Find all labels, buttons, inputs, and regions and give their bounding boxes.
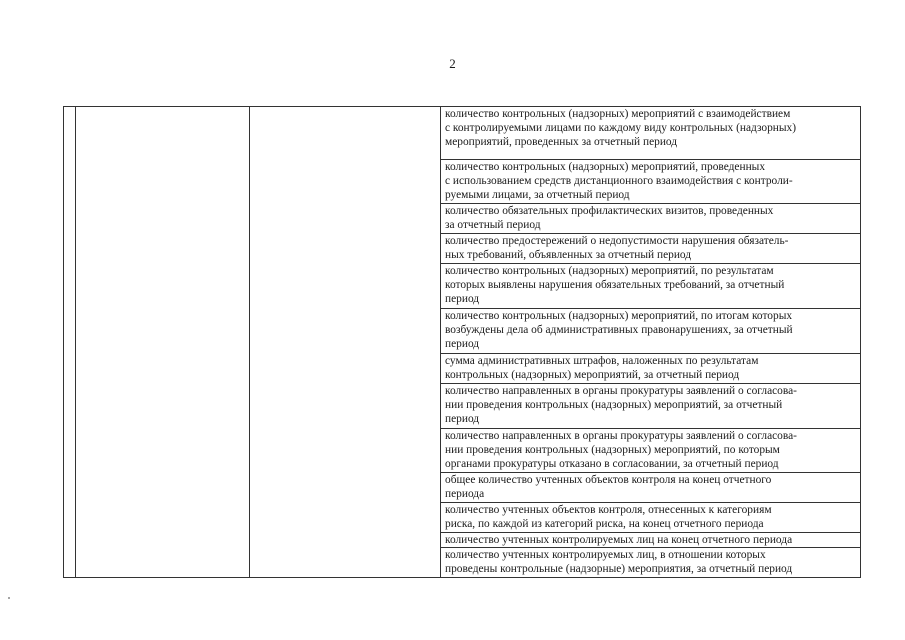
indicator-cell: сумма административных штрафов, наложенных по результатам контрольных (надзорных) мероприятий, за отчетный период: [441, 354, 861, 384]
scan-speck: [8, 597, 10, 599]
table-row: [64, 107, 861, 160]
indicator-cell: количество контрольных (надзорных) мероприятий, проведенных с использованием средств дистанционного взаимодействия с контроли- руемыми лицами, за отчетный период: [441, 160, 861, 204]
indicator-cell: количество контрольных (надзорных) мероприятий, по результатам которых выявлены нарушения обязательных требований, за отчетный период: [441, 264, 861, 309]
description-cell: [250, 107, 441, 578]
indicator-cell: количество обязательных профилактических визитов, проведенных за отчетный период: [441, 204, 861, 234]
indicator-cell: количество учтенных контролируемых лиц на конец отчетного периода: [441, 533, 861, 548]
page-number: 2: [449, 56, 456, 71]
indicator-cell: количество учтенных контролируемых лиц, в отношении которых проведены контрольные (надзорные) мероприятия, за отчетный период: [441, 548, 861, 577]
row-number-cell: [64, 107, 76, 578]
indicator-cell: количество направленных в органы прокуратуры заявлений о согласова- нии проведения контрольных (надзорных) мероприятий, за отчетный период: [441, 384, 861, 429]
indicator-cell: количество контрольных (надзорных) мероприятий с взаимодействием с контролируемыми лицами по каждому виду контрольных (надзорных) мероприятий, проведенных за отчетный период: [441, 107, 861, 160]
indicator-cell: количество учтенных объектов контроля, отнесенных к категориям риска, по каждой из категорий риска, на конец отчетного периода: [441, 503, 861, 533]
indicator-cell: общее количество учтенных объектов контроля на конец отчетного периода: [441, 473, 861, 503]
indicators-table: [63, 106, 861, 578]
indicator-cell: количество предостережений о недопустимости нарушения обязатель- ных требований, объявленных за отчетный период: [441, 234, 861, 264]
indicator-cell: количество направленных в органы прокуратуры заявлений о согласова- нии проведения контрольных (надзорных) мероприятий, по которым органами прокуратуры отказано в согласовании, за отчетный период: [441, 429, 861, 473]
indicator-cell: количество контрольных (надзорных) мероприятий, по итогам которых возбуждены дела об административных правонарушениях, за отчетный период: [441, 309, 861, 354]
type-cell: [76, 107, 250, 578]
